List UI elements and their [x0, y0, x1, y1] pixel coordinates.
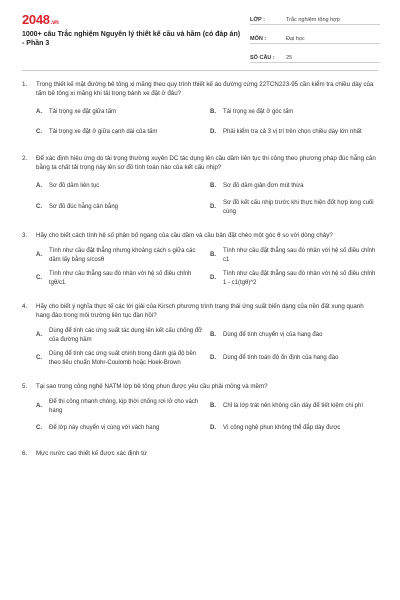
option-text: Tính như cầu đặt thẳng sau đó nhân với hệ số điều chỉnh 1 - c1(tgθ)^2	[223, 271, 376, 286]
question-text: Hãy cho biết ý nghĩa thực tế các lời giải của Kirsch phương trình trạng thái ứng suất biến dạng của nền đất xung quanh hang đào trong môi trường liên tục đàn hồi?	[36, 303, 364, 319]
meta-value: 25	[286, 55, 293, 61]
option-a[interactable]	[36, 398, 204, 415]
option-b[interactable]	[210, 247, 378, 264]
option-letter: A.	[36, 252, 42, 259]
option-letter: A.	[36, 108, 42, 115]
meta-label: SỐ CÂU :	[250, 55, 275, 61]
option-text: Tính như cầu đặt thẳng nhưng khoảng cách s giữa các dầm lấy bằng s/cosθ	[49, 248, 196, 263]
option-a[interactable]	[36, 327, 204, 344]
option-letter: C.	[36, 355, 42, 362]
question-stem	[22, 302, 378, 320]
option-text: Tải trọng xe đặt ở góc tấm	[223, 108, 294, 115]
question-text: Tại sao trong công nghệ NATM lớp bê tông phun được yêu cầu phải mỏng và mềm?	[36, 383, 268, 390]
answer-options	[22, 247, 378, 287]
answer-options	[22, 179, 378, 216]
document-header	[0, 0, 400, 62]
meta-value: Đại học	[286, 36, 305, 42]
question-1	[22, 80, 378, 139]
answer-options	[22, 327, 378, 367]
meta-row-subject	[250, 31, 380, 44]
option-text: Chỉ là lớp trát nên không cần dày để tiết kiệm chi phí	[223, 403, 364, 410]
option-letter: B.	[210, 108, 216, 115]
meta-row-count	[250, 50, 380, 63]
document-meta	[250, 12, 380, 69]
option-text: Dùng để tính các ứng suất chính trong đánh giá độ bền theo tiêu chuẩn Mohr-Coulomb hoặc Hoek-Brown	[49, 351, 197, 366]
option-text: Vì công nghệ phun không thể đắp dày được	[223, 424, 341, 431]
question-2	[22, 154, 378, 216]
option-b[interactable]	[210, 105, 378, 119]
option-letter: C.	[36, 275, 42, 282]
option-letter: B.	[210, 332, 216, 339]
option-b[interactable]	[210, 179, 378, 193]
option-d[interactable]	[210, 350, 378, 367]
option-text: Sơ đồ kết cấu nhịp trước khi thực hiện đốt hợp long cuối cùng	[223, 200, 374, 215]
option-letter: A.	[36, 332, 42, 339]
answer-options	[22, 398, 378, 435]
meta-row-class	[250, 12, 380, 25]
question-number: 1.	[22, 81, 28, 88]
option-d[interactable]	[210, 199, 378, 216]
question-stem	[22, 231, 378, 240]
option-letter: D.	[210, 204, 216, 211]
option-letter: A.	[36, 182, 42, 189]
option-c[interactable]	[36, 350, 204, 367]
option-c[interactable]	[36, 125, 204, 139]
option-a[interactable]	[36, 247, 204, 264]
logo-text: 2048	[22, 12, 50, 27]
option-text: Sơ đồ đúc hẫng cân bằng	[49, 204, 118, 211]
option-letter: C.	[36, 128, 42, 135]
option-text: Sơ đồ dầm giản đơn mút thừa	[223, 182, 304, 189]
option-text: Để lớp này chuyển vị cùng với vách hang	[49, 424, 160, 431]
option-letter: B.	[210, 403, 216, 410]
question-number: 6.	[22, 450, 28, 456]
question-stem	[22, 154, 378, 172]
option-a[interactable]	[36, 105, 204, 119]
option-d[interactable]	[210, 270, 378, 287]
option-letter: D.	[210, 275, 216, 282]
option-c[interactable]	[36, 421, 204, 435]
option-d[interactable]	[210, 421, 378, 435]
question-3	[22, 231, 378, 287]
option-letter: D.	[210, 424, 216, 431]
answer-options	[22, 105, 378, 139]
option-text: Để thi công nhanh chóng, kịp thời chống rơi lở cho vách hang	[49, 399, 199, 414]
option-text: Dùng để tính toán độ ổn định của hang đào	[223, 355, 339, 362]
document-title: 1000+ câu Trắc nghiệm Nguyên lý thiết kế cầu và hầm (có đáp án) - Phần 3	[22, 31, 241, 47]
question-number: 2.	[22, 155, 28, 162]
question-6-partial	[22, 450, 378, 456]
option-letter: B.	[210, 252, 216, 259]
option-text: Dùng để tính chuyển vị của hang đào	[223, 332, 323, 339]
question-text: Mực nước cao thiết kế được xác định từ	[36, 450, 148, 456]
option-b[interactable]	[210, 398, 378, 415]
logo-suffix: .vn	[50, 20, 59, 26]
option-text: Tính như cầu đặt thẳng sau đó nhân với hệ số điều chỉnh c1	[223, 248, 376, 263]
question-text: Để xác định hiệu ứng do tải trọng thường xuyên DC tác dụng lên cầu dầm liên tục thi công theo phương pháp đúc hẫng cân bằng ta chất tải trọng này lên sơ đồ tính toán nào của kết cấu nhịp?	[36, 155, 376, 171]
question-number: 4.	[22, 303, 28, 310]
question-5	[22, 382, 378, 435]
meta-value: Trắc nghiệm tổng hợp	[286, 17, 340, 23]
question-text: Hãy cho biết cách tính hệ số phân bố ngang của cầu dầm và cầu bản đặt chéo một góc θ so với dòng chảy?	[36, 232, 333, 239]
option-letter: B.	[210, 182, 216, 189]
option-text: Dùng để tính các ứng suất tác dụng lên kết cấu chống đỡ của đường hầm	[49, 328, 203, 343]
option-text: Phải kiểm tra cả 3 vị trí trên chọn chiều dày lớn nhất	[223, 128, 362, 135]
meta-label: LỚP :	[250, 17, 265, 23]
question-text: Trong thiết kế mặt đường bê tông xi măng theo quy trình thiết kế áo đường cứng 22TCN223-95 cần kiểm tra chiều dày của tấm bê tông xi măng khi tải trọng bánh xe đặt ở đâu?	[36, 81, 374, 97]
question-list	[22, 80, 378, 456]
option-b[interactable]	[210, 327, 378, 344]
question-stem	[22, 382, 378, 391]
question-number: 5.	[22, 383, 28, 390]
option-letter: D.	[210, 128, 216, 135]
option-letter: C.	[36, 424, 42, 431]
question-number: 3.	[22, 232, 28, 239]
header-divider	[22, 70, 378, 71]
option-d[interactable]	[210, 125, 378, 139]
option-c[interactable]	[36, 270, 204, 287]
option-text: Tính như cầu thẳng sau đó nhân với hệ số điều chỉnh tgθ/c1	[49, 271, 192, 286]
option-text: Sơ đồ dầm liên tục	[49, 182, 100, 189]
option-a[interactable]	[36, 179, 204, 193]
option-c[interactable]	[36, 199, 204, 216]
question-4	[22, 302, 378, 367]
question-stem	[22, 80, 378, 98]
option-letter: C.	[36, 204, 42, 211]
option-letter: A.	[36, 403, 42, 410]
site-logo[interactable]	[22, 12, 59, 27]
option-letter: D.	[210, 355, 216, 362]
option-text: Tải trọng xe đặt ở giữa cạnh dài của tấm	[49, 128, 158, 135]
meta-label: MÔN :	[250, 36, 267, 42]
option-text: Tải trọng xe đặt giữa tấm	[49, 108, 117, 115]
